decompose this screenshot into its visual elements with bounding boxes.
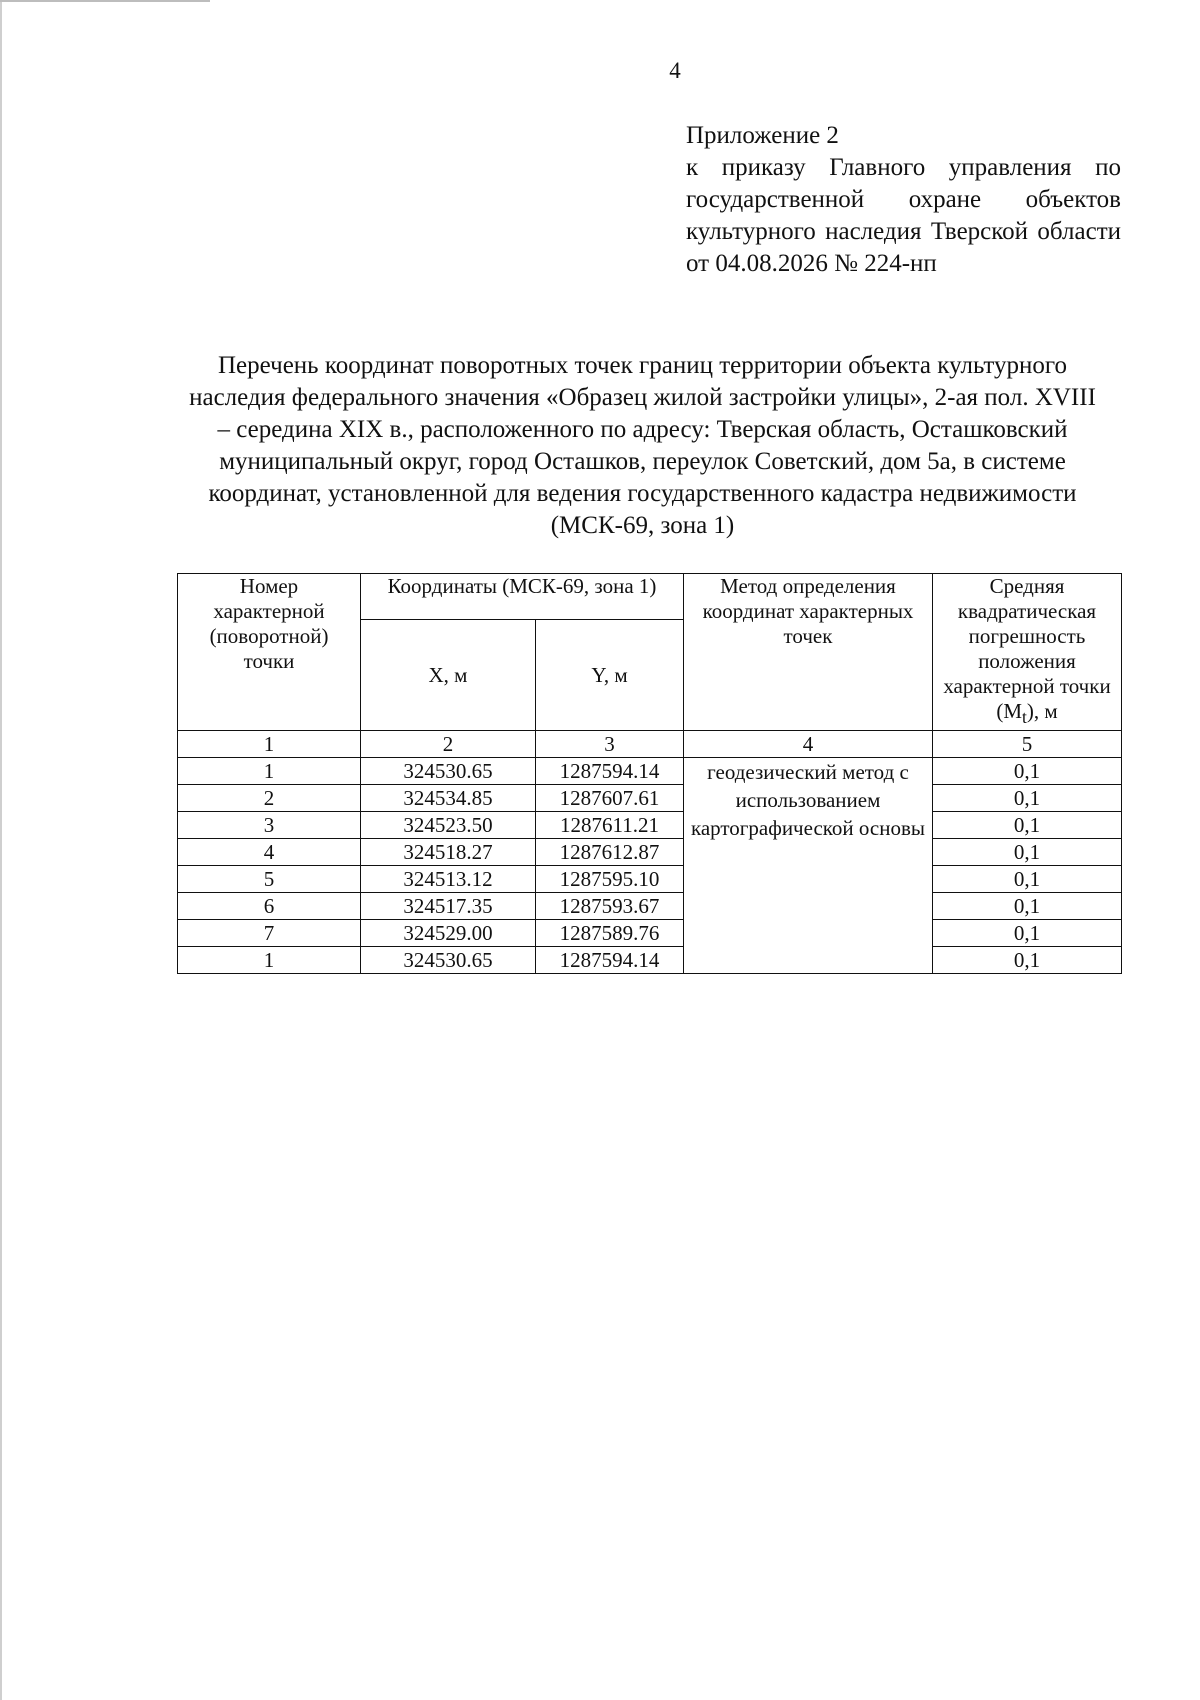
coordinates-table	[177, 573, 1122, 974]
table-row	[178, 839, 1122, 866]
x-coordinate: 324534.85	[361, 785, 536, 812]
y-coordinate: 1287594.14	[536, 947, 684, 974]
y-coordinate: 1287611.21	[536, 812, 684, 839]
column-number: 1	[178, 731, 361, 758]
table-row	[178, 947, 1122, 974]
appendix-block	[686, 120, 1121, 280]
y-coordinate: 1287594.14	[536, 758, 684, 785]
method-value: геодезический метод с использованием картографической основы	[684, 758, 933, 974]
x-coordinate: 324513.12	[361, 866, 536, 893]
header-coordinates: Координаты (МСК-69, зона 1)	[361, 574, 684, 620]
column-number: 4	[684, 731, 933, 758]
scan-top-line	[0, 0, 210, 2]
header-error	[933, 574, 1122, 731]
table-header-row	[178, 574, 1122, 620]
y-coordinate: 1287593.67	[536, 893, 684, 920]
point-number: 2	[178, 785, 361, 812]
y-coordinate: 1287607.61	[536, 785, 684, 812]
x-coordinate: 324530.65	[361, 947, 536, 974]
column-number: 3	[536, 731, 684, 758]
x-coordinate: 324529.00	[361, 920, 536, 947]
y-coordinate: 1287612.87	[536, 839, 684, 866]
header-point-number: Номер характерной (поворотной) точки	[178, 574, 361, 731]
table-row	[178, 785, 1122, 812]
error-value: 0,1	[933, 758, 1122, 785]
header-error-text: Средняя квадратическая погрешность положения характерной точки (M	[943, 574, 1111, 723]
x-coordinate: 324518.27	[361, 839, 536, 866]
error-value: 0,1	[933, 920, 1122, 947]
scan-edge-line	[0, 0, 2, 1700]
column-number: 5	[933, 731, 1122, 758]
point-number: 5	[178, 866, 361, 893]
header-error-subscript: t	[1022, 707, 1027, 728]
error-value: 0,1	[933, 812, 1122, 839]
table-row	[178, 812, 1122, 839]
error-value: 0,1	[933, 866, 1122, 893]
point-number: 1	[178, 947, 361, 974]
header-x: X, м	[361, 620, 536, 731]
point-number: 3	[178, 812, 361, 839]
appendix-title: Приложение 2	[686, 122, 839, 149]
error-value: 0,1	[933, 785, 1122, 812]
error-value: 0,1	[933, 893, 1122, 920]
table-row	[178, 866, 1122, 893]
table-row	[178, 920, 1122, 947]
point-number: 1	[178, 758, 361, 785]
header-method: Метод определения координат характерных точек	[684, 574, 933, 731]
error-value: 0,1	[933, 839, 1122, 866]
column-number: 2	[361, 731, 536, 758]
x-coordinate: 324517.35	[361, 893, 536, 920]
x-coordinate: 324530.65	[361, 758, 536, 785]
column-number-row	[178, 731, 1122, 758]
page-number: 4	[669, 58, 681, 83]
y-coordinate: 1287595.10	[536, 866, 684, 893]
table-row	[178, 758, 1122, 785]
point-number: 4	[178, 839, 361, 866]
table-row	[178, 893, 1122, 920]
document-title: Перечень координат поворотных точек границ территории объекта культурного наследия федерального значения «Образец жилой застройки улицы», 2-ая пол. XVIII – середина XIX в., расположенного по адресу: Тверская область, Осташковский муниципальный округ, город Осташков, переулок Советский, дом 5а, в системе координат, установленной для ведения государственного кадастра недвижимости (МСК-69, зона 1)	[189, 352, 1096, 539]
x-coordinate: 324523.50	[361, 812, 536, 839]
y-coordinate: 1287589.76	[536, 920, 684, 947]
header-error-unit: ), м	[1026, 699, 1058, 723]
point-number: 7	[178, 920, 361, 947]
error-value: 0,1	[933, 947, 1122, 974]
header-y: Y, м	[536, 620, 684, 731]
appendix-reference: к приказу Главного управления по государственной охране объектов культурного наследия Тверской области от 04.08.2026 № 224-нп	[686, 154, 1121, 277]
point-number: 6	[178, 893, 361, 920]
